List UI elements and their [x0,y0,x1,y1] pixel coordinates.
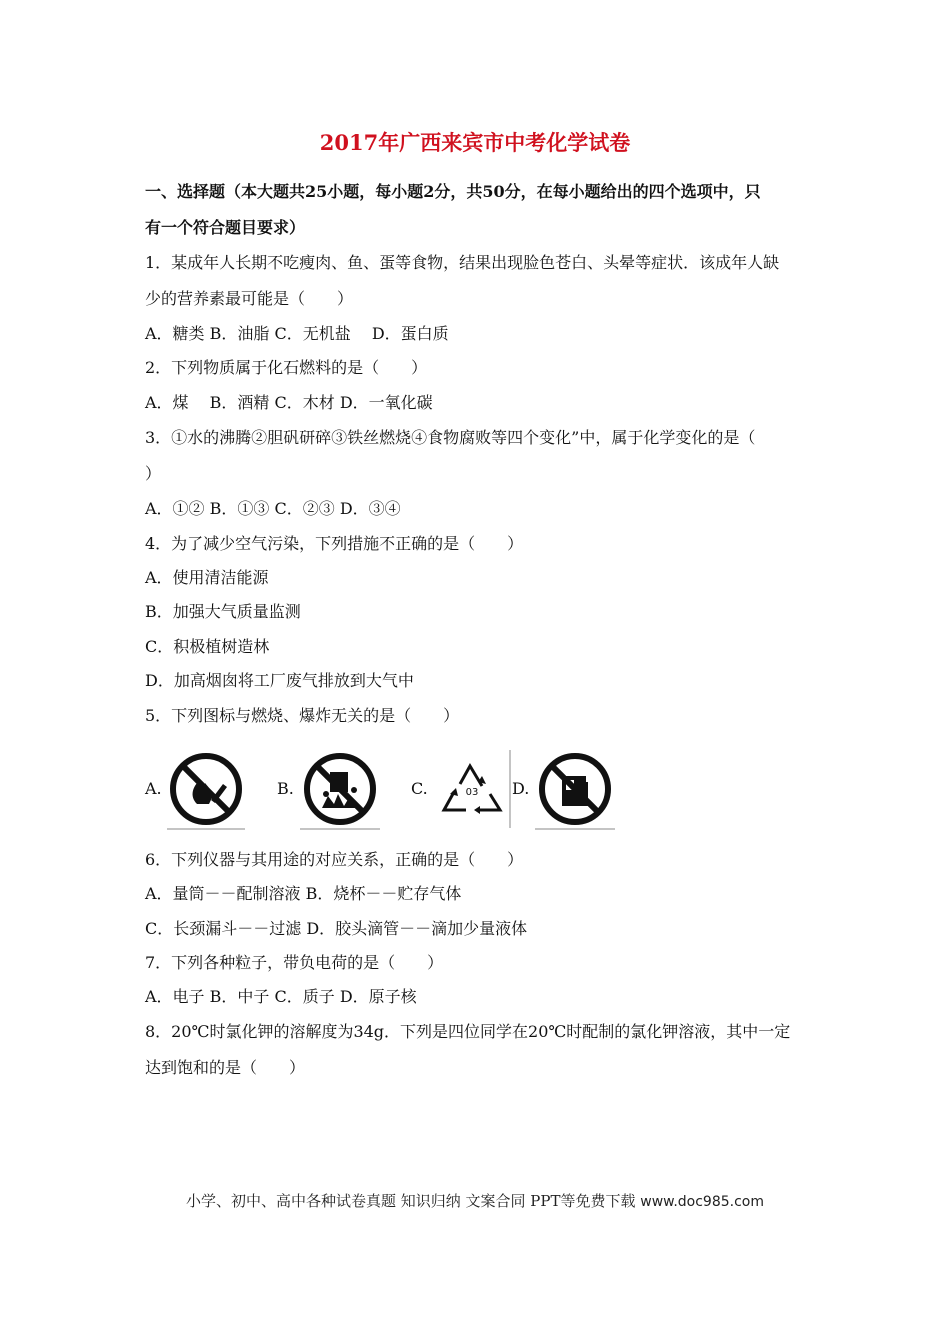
q5-label-b: B. [277,779,294,798]
q6-stem: 6．下列仪器与其用途的对应关系，正确的是（ ） [145,850,524,869]
q4-option-d: D．加高烟囱将工厂废气排放到大气中 [145,671,414,690]
no-fire-icon [167,750,245,830]
section-heading-line-1: 一、选择题（本大题共25小题，每小题2分，共50分，在每小题给出的四个选项中，只 [145,182,761,201]
page-title: 2017年广西来宾市中考化学试卷 [319,130,631,155]
q5-label-d: D. [512,779,530,798]
q2-stem: 2．下列物质属于化石燃料的是（ ） [145,358,428,377]
q4-option-a: A．使用清洁能源 [145,568,269,587]
q8-stem-line-1: 8．20℃时氯化钾的溶解度为34g．下列是四位同学在20℃时配制的氯化钾溶液，其中一定 [145,1022,791,1041]
q8-stem-line-2: 达到饱和的是（ ） [145,1058,306,1077]
page-footer [0,1190,950,1211]
q5-label-a: A. [145,779,162,798]
q1-stem-line-1: 1．某成年人长期不吃瘦肉、鱼、蛋等食物，结果出现脸色苍白、头晕等症状．该成年人缺 [145,253,780,272]
footer-link[interactable]: www.doc985.com [640,1194,765,1210]
q4-stem: 4．为了减少空气污染，下列措施不正确的是（ ） [145,534,524,553]
q2-options: A．煤 B．酒精 C．木材 D．一氧化碳 [145,393,433,412]
q7-options: A．电子 B．中子 C．质子 D．原子核 [145,987,417,1006]
q3-options: A．①② B．①③ C．②③ D．③④ [145,499,401,518]
no-fireworks-icon [300,750,380,830]
q1-options: A．糖类 B．油脂 C．无机盐 D．蛋白质 [145,324,449,343]
q6-options-line-2: C．长颈漏斗－－过滤 D．胶头滴管－－滴加少量液体 [145,919,528,938]
q1-stem-line-2: 少的营养素最可能是（ ） [145,289,354,308]
q7-stem: 7．下列各种粒子，带负电荷的是（ ） [145,953,444,972]
q6-options-line-1: A．量筒－－配制溶液 B．烧杯－－贮存气体 [145,884,462,903]
q3-stem-line-1: 3．①水的沸腾②胆矾研碎③铁丝燃烧④食物腐败等四个变化”中，属于化学变化的是（ [145,428,756,447]
q4-option-c: C．积极植树造林 [145,637,270,656]
q4-option-b: B．加强大气质量监测 [145,602,301,621]
q5-stem: 5．下列图标与燃烧、爆炸无关的是（ ） [145,706,460,725]
recycle-code-text: 03 [465,787,479,798]
no-storage-icon [535,750,615,830]
footer-text: 小学、初中、高中各种试卷真题 知识归纳 文案合同 PPT等免费下载 [185,1192,636,1210]
q3-stem-line-2: ） [145,464,162,483]
q5-label-c: C. [411,779,428,798]
recycling-03-icon [432,748,512,830]
section-heading-line-2: 有一个符合题目要求） [145,218,306,237]
